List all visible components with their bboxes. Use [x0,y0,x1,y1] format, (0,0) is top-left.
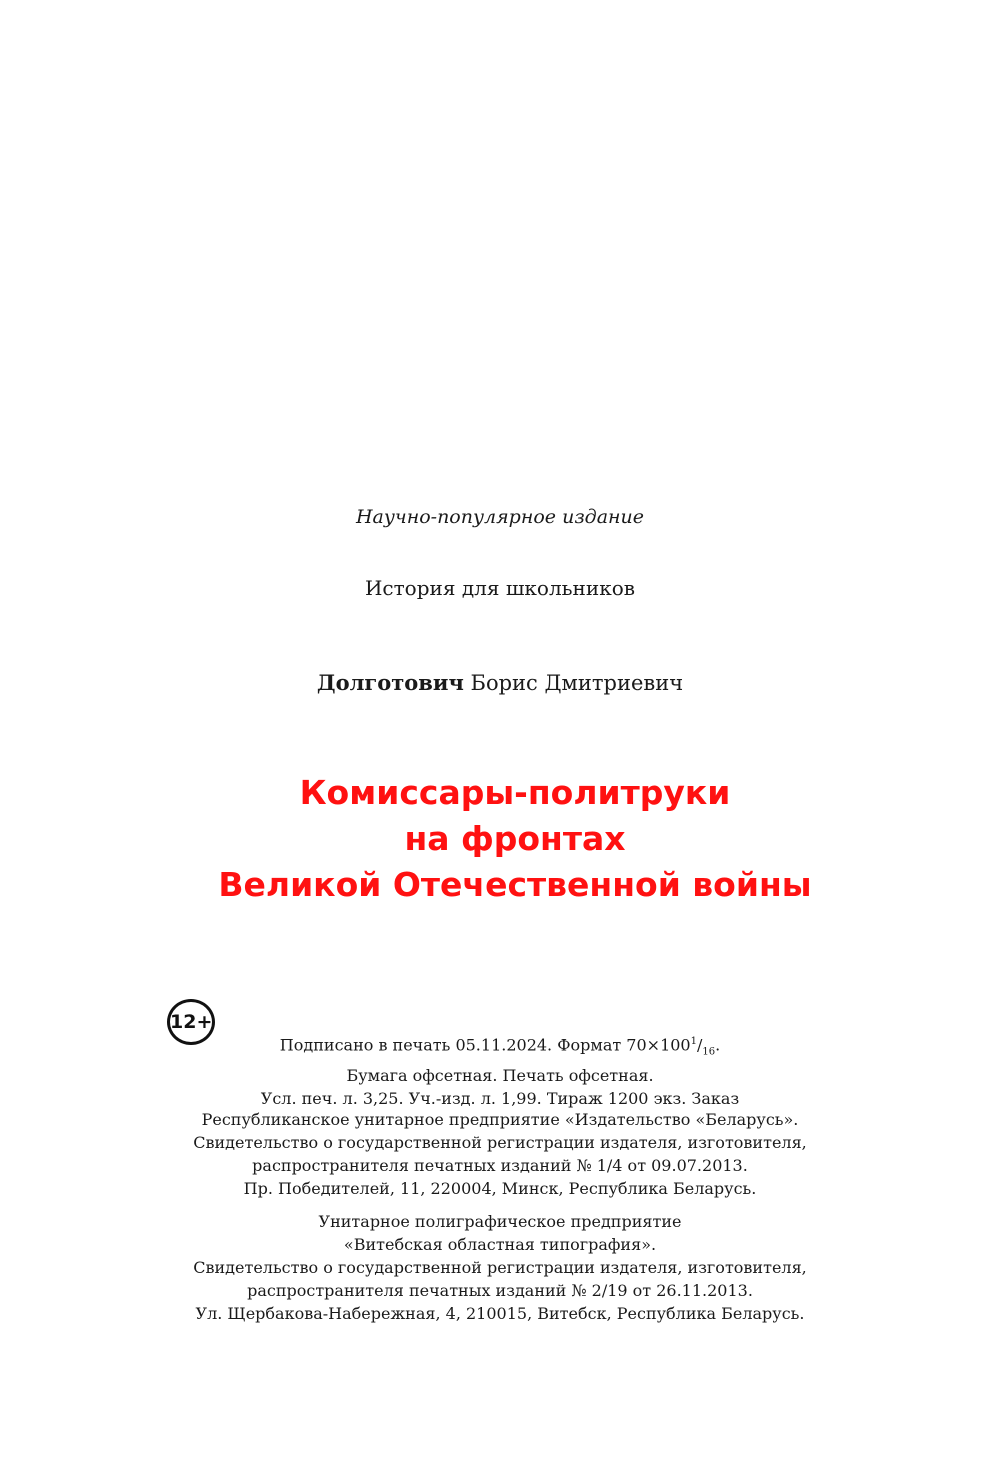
print-paper-line: Бумага офсетная. Печать офсетная. [346,1065,654,1085]
format-separator: / [696,1035,703,1055]
title-line-1: Комиссары-политруки [299,773,731,812]
publisher-line: Свидетельство о государственной регистрации издателя, изготовителя, [193,1133,807,1152]
publisher-line: распространителя печатных изданий № 1/4 от 09.07.2013. [252,1156,748,1175]
publisher-line: Республиканское унитарное предприятие «Издательство «Беларусь». [201,1110,799,1129]
title-line-2: на фронтах [404,819,626,858]
print-details [0,1030,1000,1110]
printer-line: Унитарное полиграфическое предприятие [318,1212,682,1231]
format-denominator: 16 [702,1046,716,1058]
format-numerator: 1 [690,1036,697,1047]
print-format-line [0,1030,1000,1064]
genre-label: Научно-популярное издание [355,506,645,528]
printer-block [0,1210,1000,1325]
print-volume-line: Усл. печ. л. 3,25. Уч.-изд. л. 1,99. Тираж 1200 экз. Заказ [260,1088,740,1108]
title-line-3: Великой Отечественной войны [218,865,812,904]
print-format-text: Подписано в печать 05.11.2024. Формат 70×100 [279,1035,691,1055]
publisher-block [0,1108,1000,1200]
format-suffix: . [715,1035,721,1055]
author-given-names: Борис Дмитриевич [470,671,684,695]
series-label: История для школьников [364,576,636,600]
book-title [0,770,1000,908]
author-surname: Долготович [316,670,464,695]
publisher-line: Пр. Победителей, 11, 220004, Минск, Республика Беларусь. [243,1179,757,1198]
printer-line: Ул. Щербакова-Набережная, 4, 210015, Витебск, Республика Беларусь. [195,1304,805,1323]
age-rating-badge: 12+ [167,999,215,1045]
printer-line: Свидетельство о государственной регистрации издателя, изготовителя, [193,1258,807,1277]
printer-line: распространителя печатных изданий № 2/19 от 26.11.2013. [247,1281,753,1300]
author-line [0,670,1000,695]
printer-line: «Витебская областная типография». [343,1235,657,1254]
